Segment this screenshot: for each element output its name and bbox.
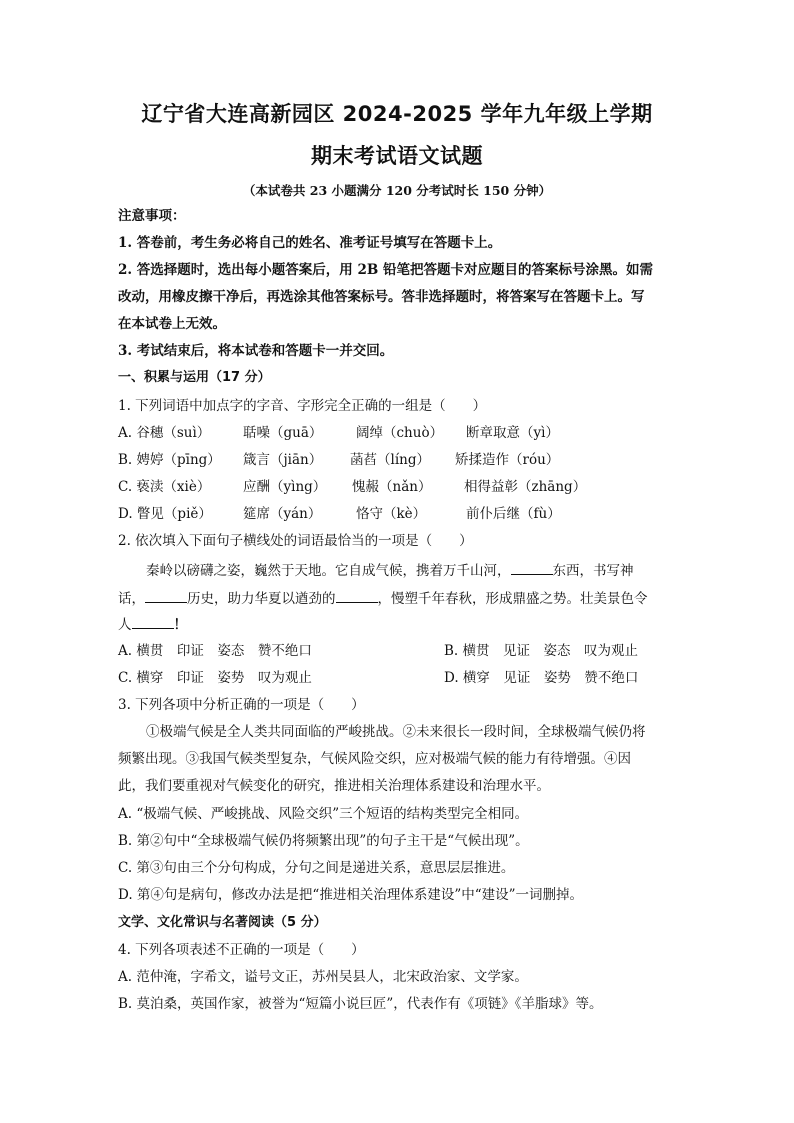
q1-d-4: 前仆后继（fù） [466,506,561,522]
q2-blank-4 [132,614,174,629]
notice-item-2-line2: 改动，用橡皮擦干净后，再选涂其他答案标号。答非选择题时，将答案写在答题卡上。写 [118,289,645,305]
q1-a-1: A. 谷穗（suì） [118,425,211,441]
q1-d-1: D. 瞥见（piě） [118,506,212,522]
q2-option-b: B. 横贯 见证 姿态 叹为观止 [444,643,639,659]
q1-b-2: 箴言（jiān） [243,452,323,468]
q1-stem: 1. 下列词语中加点字的字音、字形完全正确的一组是（ ） [118,398,487,414]
q1-b-1: B. 娉婷（pīng） [118,452,221,468]
q2-passage-line1 [146,560,678,581]
notice-heading: 注意事项： [118,208,186,224]
q2-p3-text-b: ！ [173,617,187,633]
q2-p1-text-b: 东西，书写神 [552,563,634,579]
notice-item-1: 1. 答卷前，考生务必将自己的姓名、准考证号填写在答题卡上。 [118,235,502,251]
q2-option-c: C. 横穿 印证 姿势 叹为观止 [118,670,312,686]
q2-p1-text-a: 秦岭以磅礴之姿，巍然于天地。它自成气候，携着万千山河， [146,563,511,579]
q2-blank-3 [336,588,378,603]
q2-passage-line2 [118,588,678,609]
q1-c-3: 愧赧（nǎn） [352,479,432,495]
q4-option-b: B. 莫泊桑，英国作家，被誉为“短篇小说巨匠”，代表作有《项链》《羊脂球》等。 [118,996,603,1012]
notice-item-3: 3. 考试结束后，将本试卷和答题卡一并交回。 [118,343,394,359]
q3-passage-line1: ①极端气候是全人类共同面临的严峻挑战。②未来很长一段时间，全球极端气候仍将 [146,724,646,740]
q1-c-1: C. 亵渎（xiè） [118,479,211,495]
q2-blank-2 [145,588,187,603]
exam-subtitle: （本试卷共 23 小题满分 120 分考试时长 150 分钟） [242,183,552,198]
q2-blank-1 [511,560,553,575]
q4-option-a: A. 范仲淹，字希文，谥号文正，苏州吴县人，北宋政治家、文学家。 [118,969,528,985]
q2-stem: 2. 依次填入下面句子横线处的词语最恰当的一项是（ ） [118,533,473,549]
q1-a-2: 聒噪（guā） [243,425,323,441]
q1-d-2: 筵席（yán） [243,506,322,522]
q1-d-3: 恪守（kè） [356,506,427,522]
q3-passage-line2: 频繁出现。③我国气候类型复杂，气候风险交织，应对极端气候的能力有待增强。④因 [118,751,631,767]
notice-item-2-line3: 在本试卷上无效。 [118,316,226,332]
section-heading-1: 一、积累与运用（17 分） [118,370,271,385]
q3-option-b: B. 第②句中“全球极端气候仍将频繁出现”的句子主干是“气候出现”。 [118,833,529,849]
q3-option-d: D. 第④句是病句，修改办法是把“推进相关治理体系建设”中“建设”一词删掉。 [118,887,584,903]
q2-p2-text-a: 话， [118,591,145,607]
q3-option-c: C. 第③句由三个分句构成，分句之间是递进关系，意思层层推进。 [118,860,515,876]
q1-a-3: 阔绰（chuò） [356,425,444,441]
q1-b-3: 菡萏（líng） [350,452,430,468]
q4-stem: 4. 下列各项表述不正确的一项是（ ） [118,942,365,958]
q1-b-4: 矫揉造作（róu） [455,452,560,468]
q2-p2-text-b: 历史，助力华夏以遒劲的 [187,591,336,607]
q3-passage-line3: 此，我们要重视对气候变化的研究，推进相关治理体系建设和治理水平。 [118,778,550,794]
q3-option-a: A. “极端气候、严峻挑战、风险交织”三个短语的结构类型完全相同。 [118,806,529,822]
q2-option-d: D. 横穿 见证 姿势 赞不绝口 [444,670,639,686]
q2-option-a: A. 横贯 印证 姿态 赞不绝口 [118,643,312,659]
exam-title-line1: 辽宁省大连高新园区 2024-2025 学年九年级上学期 [141,102,653,126]
q2-passage-line3 [118,614,678,635]
q2-p2-text-c: ，慢塑千年春秋，形成鼎盛之势。壮美景色令 [377,591,648,607]
q1-c-2: 应酬（yìng） [243,479,327,495]
q2-p3-text-a: 人 [118,617,132,633]
q1-c-4: 相得益彰（zhāng） [464,479,587,495]
q1-a-4: 断章取意（yì） [466,425,559,441]
q3-stem: 3. 下列各项中分析正确的一项是（ ） [118,697,365,713]
exam-title-line2: 期末考试语文试题 [311,144,483,168]
notice-item-2-line1: 2. 答选择题时，选出每小题答案后，用 2B 铅笔把答题卡对应题目的答案标号涂黑。如需 [118,262,653,278]
section-heading-2: 文学、文化常识与名著阅读（5 分） [118,915,327,930]
